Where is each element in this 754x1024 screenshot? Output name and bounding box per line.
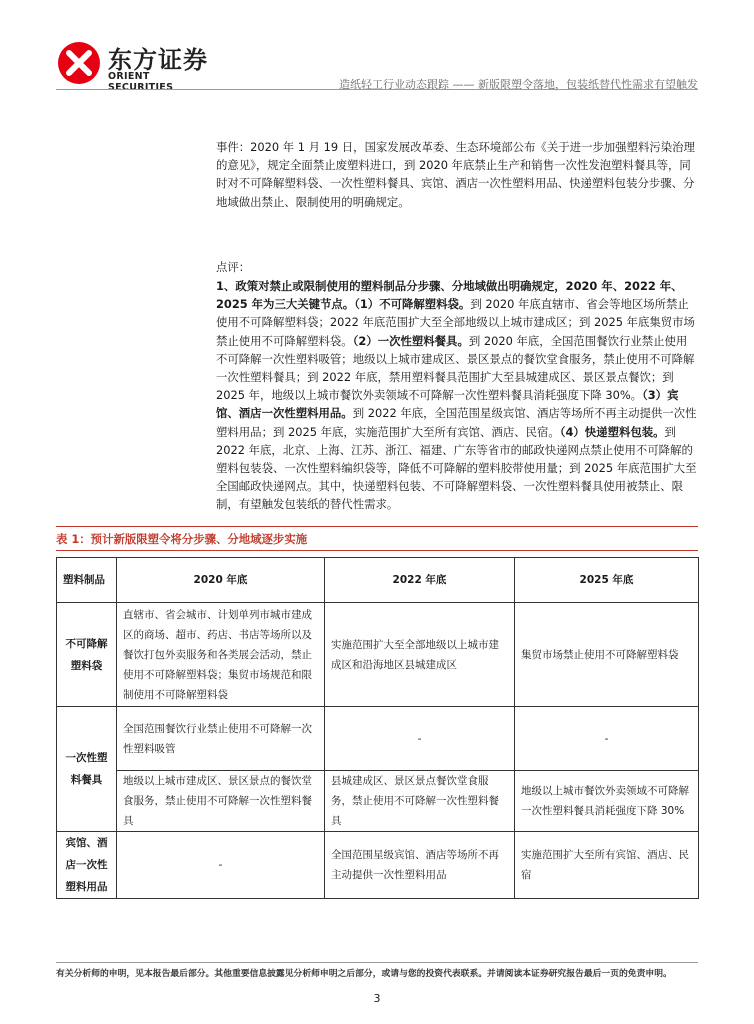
- comment-bold: （4）快递塑料包装。: [559, 424, 665, 439]
- table-header: 塑料制品: [57, 558, 117, 603]
- table-cell: -: [515, 707, 699, 771]
- table-cell: 地级以上城市建成区、景区景点的餐饮堂食服务，禁止使用不可降解一次性塑料餐具: [117, 771, 325, 832]
- table-title: 表 1：预计新版限塑令将分步骤、分地域逐步实施: [56, 532, 308, 546]
- logo-text-en: ORIENT SECURITIES: [108, 71, 174, 93]
- orient-logo-icon: [56, 40, 102, 86]
- row-label: 一次性塑料餐具: [57, 707, 117, 832]
- table-row: [57, 707, 699, 771]
- report-title: 造纸轻工行业动态跟踪 —— 新版限塑令落地，包装纸替代性需求有望触发: [339, 78, 698, 91]
- table-cell: 直辖市、省会城市、计划单列市城市建成区的商场、超市、药店、书店等场所以及餐饮打包外卖服务和各类展会活动，禁止使用不可降解塑料袋；集贸市场规范和限制使用不可降解塑料袋: [117, 603, 325, 707]
- table-cell: -: [325, 707, 515, 771]
- comment-text: 到 2022 年底，全国范围星级宾馆、酒店等场所不再主动提供一次性塑料用品；到 2025 年底，实施范围扩大至所有宾馆、酒店、民宿。: [216, 406, 697, 439]
- table-cell: -: [117, 832, 325, 899]
- page-number: 3: [373, 992, 381, 1005]
- table-cell: 全国范围星级宾馆、酒店等场所不再主动提供一次性塑料用品: [325, 832, 515, 899]
- table-header: 2022 年底: [325, 558, 515, 603]
- comment-paragraph: [216, 277, 698, 514]
- table-header: 2020 年底: [117, 558, 325, 603]
- comment-heading: 1、政策对禁止或限制使用的塑料制品分步骤、分地域做出明确规定，2020 年、2022 年、2025 年为三大关键节点。（1）不可降解塑料袋。: [216, 279, 683, 312]
- logo-text-cn: 东方证券: [108, 46, 208, 74]
- header-divider: [56, 89, 698, 90]
- footer-divider: [56, 962, 698, 963]
- table-cell: 全国范围餐饮行业禁止使用不可降解一次性塑料吸管: [117, 707, 325, 771]
- table-cell: 实施范围扩大至全部地级以上城市建成区和沿海地区县城建成区: [325, 603, 515, 707]
- table-row: [57, 832, 699, 899]
- row-label: 宾馆、酒店一次性塑料用品: [57, 832, 117, 899]
- table-cell: 集贸市场禁止使用不可降解塑料袋: [515, 603, 699, 707]
- table-row: [57, 603, 699, 707]
- table-row: [57, 771, 699, 832]
- footer-disclaimer: 有关分析师的申明，见本报告最后部分。其他重要信息披露见分析师申明之后部分，或请与您的投资代表联系。并请阅读本证券研究报告最后一页的免责申明。: [56, 969, 672, 979]
- comment-label: 点评：: [216, 260, 251, 274]
- comment-bold: （2）一次性塑料餐具。: [352, 333, 469, 348]
- table-header: 2025 年底: [515, 558, 699, 603]
- policy-table: [56, 557, 699, 899]
- table-cell: 县城建成区、景区景点餐饮堂食服务，禁止使用不可降解一次性塑料餐具: [325, 771, 515, 832]
- company-logo: [56, 40, 216, 93]
- row-label: 不可降解塑料袋: [57, 603, 117, 707]
- table-cell: 地级以上城市餐饮外卖领域不可降解一次性塑料餐具消耗强度下降 30%: [515, 771, 699, 832]
- comment-text: 到 2022 年底，北京、上海、江苏、浙江、福建、广东等省市的邮政快递网点禁止使用不可降解的塑料包装袋、一次性塑料编织袋等，降低不可降解的塑料胶带使用量；到 2025 年底范围扩大至全国邮政快递网点。其中，快递塑料包装、不可降解塑料袋、一次性塑料餐具使用被禁止、限制，有望触发包装纸的替代性需求。: [216, 424, 697, 512]
- table-divider-top: [56, 526, 698, 527]
- comment-bold: （3）宾馆、酒店一次性塑料用品。: [216, 388, 679, 421]
- event-paragraph: 事件：2020 年 1 月 19 日，国家发展改革委、生态环境部公布《关于进一步加强塑料污染治理的意见》，规定全面禁止废塑料进口，到 2020 年底禁止生产和销售一次性发泡塑料餐具等，同时对不可降解塑料袋、一次性塑料餐具、宾馆、酒店一次性塑料用品、快递塑料包装分步骤、分地域做出禁止、限制使用的明确规定。: [216, 140, 695, 209]
- comment-text: 到 2020 年底，全国范围餐饮行业禁止使用不可降解一次性塑料吸管；地级以上城市建成区、景区景点的餐饮堂食服务，禁止使用不可降解一次性塑料餐具；到 2022 年底，禁用塑料餐具范围扩大至县城建成区、景区景点餐饮；到 2025 年，地级以上城市餐饮外卖领域不可降解一次性塑料餐具消耗强度下降 30%。: [216, 333, 695, 403]
- table-header-row: [57, 558, 699, 603]
- comment-text: 到 2020 年底直辖市、省会等地区场所禁止使用不可降解塑料袋；2022 年底范围扩大至全部地级以上城市建成区；到 2025 年底集贸市场禁止使用不可降解塑料袋。: [216, 297, 695, 348]
- table-cell: 实施范围扩大至所有宾馆、酒店、民宿: [515, 832, 699, 899]
- table-divider-bottom: [56, 550, 698, 551]
